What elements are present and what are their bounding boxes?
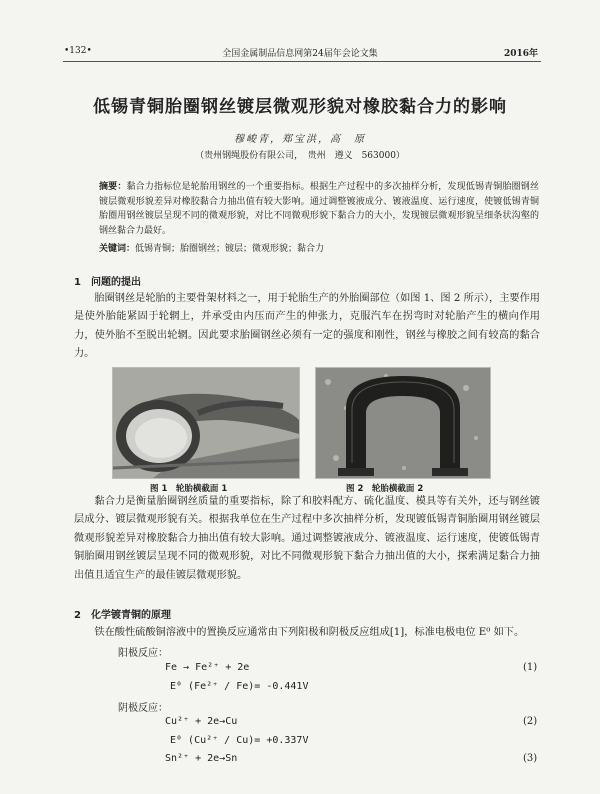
paper-title: 低锡青铜胎圈钢丝镀层微观形貌对橡胶黏合力的影响 [93, 97, 507, 117]
section-1-heading: 1 问题的提出 [74, 277, 141, 288]
equation-3-number: (3) [523, 753, 538, 764]
equation-3: Sn²⁺ + 2e→Sn [165, 753, 238, 764]
tire-cross-section-image-1 [113, 368, 299, 478]
page-number: •132• [64, 46, 92, 56]
paragraph-text: 黏合力是衡量胎圈钢丝质量的重要指标，除了和胶料配方、硫化温度、模具等有关外，还与钢丝镀层成分、镀层微观形貌有关。根据我单位在生产过程中多次抽样分析，发现镀低锡青铜胎圈用钢丝镀层微观形貌差异对橡胶黏合力抽出值有较大影响。通过调整镀液成分、镀液温度、运行速度，使镀低锡青铜胎圈用钢丝镀层呈现不同的微观形貌，对比不同微观形貌下黏合力抽出值的大小，探索满足黏合力抽出值且适宜生产的最佳镀层微观形貌。 [74, 496, 540, 581]
figure-1-caption: 图 1 轮胎横截面 1 [150, 484, 228, 494]
header-rule [63, 61, 541, 62]
equation-2-potential: E⁰ (Cu²⁺ / Cu)= +0.337V [170, 735, 309, 746]
tire-cross-section-image-2 [316, 368, 490, 478]
paragraph-text: 胎圈钢丝是轮胎的主要骨架材料之一，用于轮胎生产的外胎圈部位（如图 1、图 2 所示），主要作用是使外胎能紧固于轮辋上，并承受由内压而产生的伸张力，克服汽车在拐弯时对轮胎产生的横向作用力，使外胎不至脱出轮辋。因此要求胎圈钢丝必须有一定的强度和刚性，钢丝与橡胶之间有较高的黏合力。 [74, 293, 540, 360]
keywords-label: 关键词： [99, 244, 136, 254]
abstract-text: 黏合力指标位是轮胎用钢丝的一个重要指标。根据生产过程中的多次抽样分析，发现低锡青铜胎圈钢丝镀层微观形貌差异对橡胶黏合力抽出值有较大影响。通过调整镀液成分、镀液温度、运行速度，使镀低锡青铜胎圈用钢丝镀层呈现不同的微观形貌，对比不同微观形貌下黏合力的大小，发现镀层微观形貌呈细条状沟壑的钢丝黏合力最好。 [99, 182, 539, 236]
section-2-intro [74, 624, 540, 642]
section-1-paragraph-1 [74, 290, 540, 364]
section-2-heading: 2 化学镀青铜的原理 [74, 610, 171, 621]
abstract [99, 180, 539, 238]
cathode-label: 阴极反应： [118, 703, 168, 714]
keywords [99, 241, 539, 254]
running-header-year: 2016年 [503, 49, 538, 59]
equation-1: Fe → Fe²⁺ + 2e [165, 662, 250, 673]
figure-2-photo [315, 367, 491, 479]
equation-1-potential: E⁰ (Fe²⁺ / Fe)= -0.441V [170, 681, 309, 692]
anode-label: 阳极反应： [118, 648, 168, 659]
running-header-title: 全国金属制品信息网第24届年会论文集 [222, 49, 378, 59]
equation-1-number: (1) [523, 662, 538, 673]
paragraph-text: 铁在酸性硫酸铜溶液中的置换反应通常由下列阳极和阴极反应组成[1]，标准电极电位 E⁰ 如下。 [94, 627, 525, 638]
equation-2: Cu²⁺ + 2e→Cu [165, 716, 238, 727]
section-1-paragraph-2 [74, 493, 540, 585]
authors: 穆峻青，郑宝洪，高 原 [234, 134, 366, 145]
equation-2-number: (2) [523, 716, 538, 727]
figure-1-photo [112, 367, 300, 479]
keywords-text: 低锡青铜；胎圈钢丝；镀层；微观形貌；黏合力 [135, 244, 325, 254]
figure-2-caption: 图 2 轮胎横截面 2 [346, 484, 424, 494]
affiliation: （贵州钢绳股份有限公司， 贵州 遵义 563000） [195, 151, 405, 161]
abstract-label: 摘要： [99, 182, 127, 192]
